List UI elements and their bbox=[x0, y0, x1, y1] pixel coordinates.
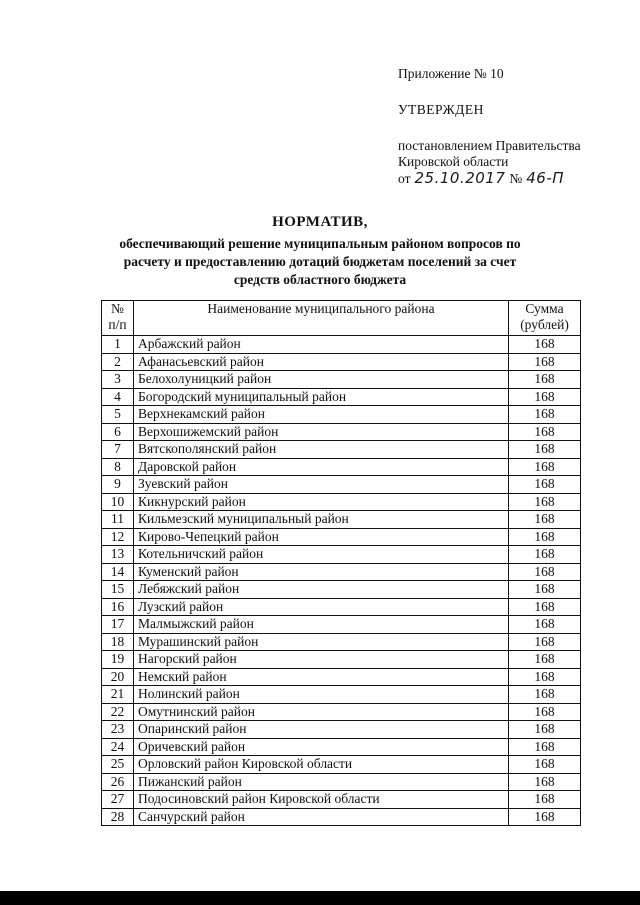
table-row bbox=[102, 598, 581, 616]
row-sum: 168 bbox=[509, 773, 581, 791]
row-number: 21 bbox=[102, 686, 134, 704]
row-sum: 168 bbox=[509, 598, 581, 616]
table-row bbox=[102, 756, 581, 774]
row-district-name: Кирово-Чепецкий район bbox=[134, 528, 509, 546]
table-row bbox=[102, 371, 581, 389]
row-district-name: Кикнурский район bbox=[134, 493, 509, 511]
row-number: 28 bbox=[102, 808, 134, 826]
title-main: НОРМАТИВ, bbox=[272, 214, 368, 230]
row-sum: 168 bbox=[509, 528, 581, 546]
row-sum: 168 bbox=[509, 423, 581, 441]
row-number: 24 bbox=[102, 738, 134, 756]
row-number: 10 bbox=[102, 493, 134, 511]
header-sum-line-2: (рублей) bbox=[520, 317, 569, 332]
row-number: 22 bbox=[102, 703, 134, 721]
row-number: 26 bbox=[102, 773, 134, 791]
row-sum: 168 bbox=[509, 336, 581, 354]
table-row bbox=[102, 686, 581, 704]
row-district-name: Афанасьевский район bbox=[134, 353, 509, 371]
title-line-3: средств областного бюджета bbox=[233, 272, 407, 287]
row-district-name: Санчурский район bbox=[134, 808, 509, 826]
district-table bbox=[101, 300, 581, 826]
table-row bbox=[102, 791, 581, 809]
row-district-name: Немский район bbox=[134, 668, 509, 686]
row-district-name: Подосиновский район Кировской области bbox=[134, 791, 509, 809]
row-district-name: Малмыжский район bbox=[134, 616, 509, 634]
row-sum: 168 bbox=[509, 441, 581, 459]
row-sum: 168 bbox=[509, 581, 581, 599]
row-sum: 168 bbox=[509, 476, 581, 494]
row-sum: 168 bbox=[509, 738, 581, 756]
title-line-2: расчету и предоставлению дотаций бюджетам поселений за счет bbox=[123, 254, 517, 269]
table-row bbox=[102, 546, 581, 564]
decree-line-1: постановлением Правительства bbox=[398, 138, 581, 153]
row-number: 20 bbox=[102, 668, 134, 686]
table-header-row bbox=[102, 301, 581, 336]
row-district-name: Лузский район bbox=[134, 598, 509, 616]
row-sum: 168 bbox=[509, 668, 581, 686]
decree-from-label: от bbox=[398, 171, 411, 186]
row-district-name: Мурашинский район bbox=[134, 633, 509, 651]
header-number bbox=[102, 301, 134, 336]
row-number: 17 bbox=[102, 616, 134, 634]
table-row bbox=[102, 616, 581, 634]
document-title bbox=[100, 213, 540, 289]
table-row bbox=[102, 581, 581, 599]
row-number: 8 bbox=[102, 458, 134, 476]
row-district-name: Котельничский район bbox=[134, 546, 509, 564]
row-sum: 168 bbox=[509, 371, 581, 389]
row-number: 2 bbox=[102, 353, 134, 371]
row-district-name: Верхнекамский район bbox=[134, 406, 509, 424]
row-sum: 168 bbox=[509, 703, 581, 721]
row-district-name: Омутнинский район bbox=[134, 703, 509, 721]
decree-line-3 bbox=[398, 170, 628, 187]
row-sum: 168 bbox=[509, 511, 581, 529]
header-sum bbox=[509, 301, 581, 336]
row-sum: 168 bbox=[509, 353, 581, 371]
table-row bbox=[102, 721, 581, 739]
row-sum: 168 bbox=[509, 756, 581, 774]
decree-line-2: Кировской области bbox=[398, 154, 509, 169]
row-number: 27 bbox=[102, 791, 134, 809]
row-number: 3 bbox=[102, 371, 134, 389]
row-sum: 168 bbox=[509, 686, 581, 704]
table-row bbox=[102, 738, 581, 756]
row-sum: 168 bbox=[509, 563, 581, 581]
table-row bbox=[102, 651, 581, 669]
table-row bbox=[102, 633, 581, 651]
table-row bbox=[102, 336, 581, 354]
row-district-name: Верхошижемский район bbox=[134, 423, 509, 441]
row-number: 7 bbox=[102, 441, 134, 459]
row-number: 13 bbox=[102, 546, 134, 564]
row-number: 25 bbox=[102, 756, 134, 774]
decree-number: 46-П bbox=[526, 169, 565, 187]
row-number: 14 bbox=[102, 563, 134, 581]
row-number: 5 bbox=[102, 406, 134, 424]
row-sum: 168 bbox=[509, 808, 581, 826]
header-name: Наименование муниципального района bbox=[134, 301, 509, 336]
row-district-name: Нолинский район bbox=[134, 686, 509, 704]
table-row bbox=[102, 528, 581, 546]
row-sum: 168 bbox=[509, 406, 581, 424]
row-number: 19 bbox=[102, 651, 134, 669]
row-number: 4 bbox=[102, 388, 134, 406]
approval-header bbox=[398, 66, 628, 187]
table-row bbox=[102, 668, 581, 686]
row-district-name: Кильмезский муниципальный район bbox=[134, 511, 509, 529]
table-row bbox=[102, 808, 581, 826]
table-row bbox=[102, 353, 581, 371]
row-number: 16 bbox=[102, 598, 134, 616]
decree-number-sign: № bbox=[509, 171, 523, 186]
row-sum: 168 bbox=[509, 616, 581, 634]
row-number: 18 bbox=[102, 633, 134, 651]
row-district-name: Богородский муниципальный район bbox=[134, 388, 509, 406]
table-row bbox=[102, 773, 581, 791]
row-sum: 168 bbox=[509, 546, 581, 564]
table-row bbox=[102, 441, 581, 459]
row-district-name: Лебяжский район bbox=[134, 581, 509, 599]
row-district-name: Белохолуницкий район bbox=[134, 371, 509, 389]
row-district-name: Нагорский район bbox=[134, 651, 509, 669]
row-sum: 168 bbox=[509, 493, 581, 511]
table-row bbox=[102, 406, 581, 424]
title-line-1: обеспечивающий решение муниципальным районом вопросов по bbox=[119, 236, 521, 251]
table-row bbox=[102, 458, 581, 476]
row-district-name: Орловский район Кировской области bbox=[134, 756, 509, 774]
row-number: 15 bbox=[102, 581, 134, 599]
scan-bottom-edge bbox=[0, 891, 640, 905]
header-sum-line-1: Сумма bbox=[525, 301, 564, 316]
row-sum: 168 bbox=[509, 633, 581, 651]
row-number: 6 bbox=[102, 423, 134, 441]
row-number: 12 bbox=[102, 528, 134, 546]
table-row bbox=[102, 493, 581, 511]
table-body bbox=[102, 336, 581, 826]
row-sum: 168 bbox=[509, 458, 581, 476]
row-district-name: Зуевский район bbox=[134, 476, 509, 494]
row-district-name: Куменский район bbox=[134, 563, 509, 581]
header-number-line-2: п/п bbox=[108, 317, 127, 332]
row-district-name: Арбажский район bbox=[134, 336, 509, 354]
row-district-name: Вятскополянский район bbox=[134, 441, 509, 459]
approved-label: УТВЕРЖДЕН bbox=[398, 102, 484, 117]
row-district-name: Пижанский район bbox=[134, 773, 509, 791]
row-sum: 168 bbox=[509, 388, 581, 406]
appendix-label: Приложение № 10 bbox=[398, 66, 504, 81]
decree-date: 25.10.2017 bbox=[414, 169, 506, 187]
row-number: 23 bbox=[102, 721, 134, 739]
table-row bbox=[102, 423, 581, 441]
row-district-name: Опаринский район bbox=[134, 721, 509, 739]
row-sum: 168 bbox=[509, 721, 581, 739]
table-row bbox=[102, 703, 581, 721]
row-number: 11 bbox=[102, 511, 134, 529]
row-number: 1 bbox=[102, 336, 134, 354]
table-row bbox=[102, 388, 581, 406]
row-sum: 168 bbox=[509, 651, 581, 669]
row-district-name: Даровской район bbox=[134, 458, 509, 476]
row-number: 9 bbox=[102, 476, 134, 494]
table-row bbox=[102, 563, 581, 581]
table-row bbox=[102, 476, 581, 494]
header-number-line-1: № bbox=[111, 301, 124, 316]
row-district-name: Оричевский район bbox=[134, 738, 509, 756]
table-row bbox=[102, 511, 581, 529]
row-sum: 168 bbox=[509, 791, 581, 809]
